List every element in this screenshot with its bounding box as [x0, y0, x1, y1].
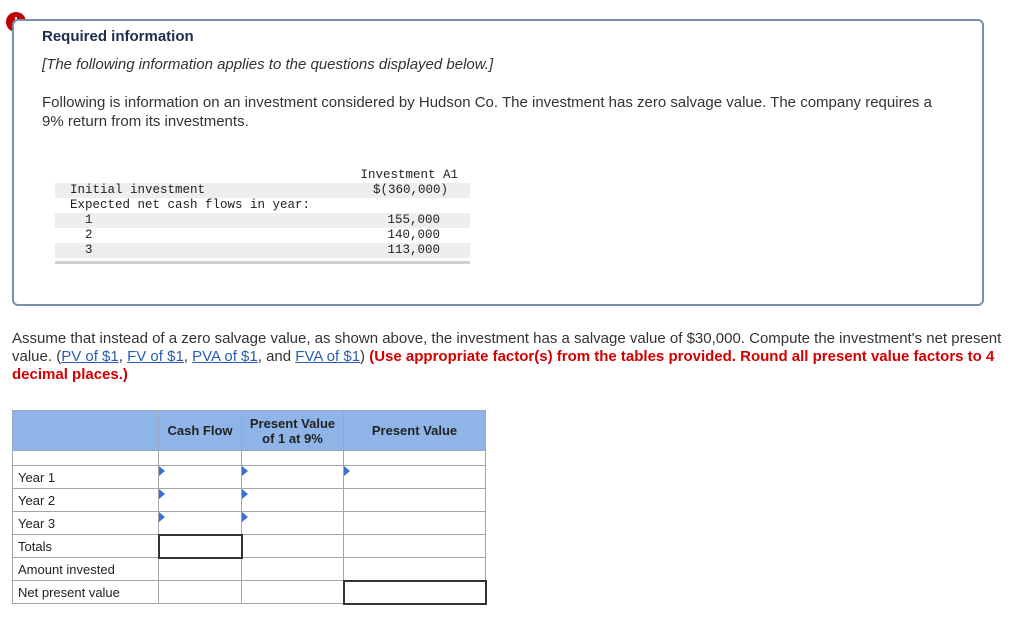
- present-value-input-year-2[interactable]: [344, 489, 486, 512]
- input-marker-icon: [242, 466, 248, 476]
- pv-of-1-link[interactable]: PV of $1: [61, 348, 119, 365]
- pv-factor-header-line1: Present Value: [249, 415, 336, 431]
- row-label-amount-invested: Amount invested: [13, 558, 159, 581]
- cash-flow-total-input[interactable]: [159, 535, 242, 558]
- row-label-totals: Totals: [13, 535, 159, 558]
- amount-invested-input[interactable]: [344, 558, 486, 581]
- amount-invested-blank: [159, 558, 242, 581]
- investment-data-table: [55, 168, 470, 264]
- year-cash-flow: 140,000: [387, 228, 440, 242]
- year-number: 3: [85, 243, 93, 257]
- row-label-year-1: Year 1: [13, 466, 159, 489]
- pv-factor-header-line2: of 1 at 9%: [262, 430, 323, 446]
- column-header: Investment A1: [360, 168, 458, 182]
- present-value-input-year-1[interactable]: [344, 466, 486, 489]
- cash-flow-input-year-1[interactable]: [159, 466, 242, 489]
- pv-factor-total-blank: [242, 535, 344, 558]
- present-value-input-year-3[interactable]: [344, 512, 486, 535]
- question-instruction: (Use appropriate factor(s) from the tables provided. Round all present value factors to 4 decimal places.): [12, 348, 995, 383]
- input-marker-icon: [159, 466, 165, 476]
- input-marker-icon: [242, 489, 248, 499]
- year-cash-flow: 155,000: [387, 213, 440, 227]
- link-separator: ,: [183, 348, 193, 365]
- cash-flow-header: Cash Flow: [159, 411, 242, 451]
- year-number: 2: [85, 228, 93, 242]
- info-title: Required information: [42, 28, 194, 45]
- fva-of-1-link[interactable]: FVA of $1: [295, 348, 361, 365]
- year-cash-flow: 113,000: [387, 243, 440, 257]
- cash-flow-input-year-3[interactable]: [159, 512, 242, 535]
- link-separator: ,: [118, 348, 128, 365]
- present-value-total-input[interactable]: [344, 535, 486, 558]
- cash-flows-label: Expected net cash flows in year:: [70, 198, 311, 212]
- row-label-year-3: Year 3: [13, 512, 159, 535]
- fv-of-1-link[interactable]: FV of $1: [127, 348, 184, 365]
- question-text: [12, 330, 1002, 384]
- pv-factor-input-year-1[interactable]: [242, 466, 344, 489]
- info-note: [The following information applies to the questions displayed below.]: [42, 56, 494, 73]
- input-marker-icon: [344, 466, 350, 476]
- pva-of-1-link[interactable]: PVA of $1: [192, 348, 258, 365]
- present-value-header: Present Value: [344, 411, 486, 451]
- npv-worksheet: [12, 410, 487, 605]
- blank-header: [13, 411, 159, 451]
- pv-factor-input-year-3[interactable]: [242, 512, 344, 535]
- row-label-net-present-value: Net present value: [13, 581, 159, 604]
- question-intro: Assume that instead of a zero salvage value, as shown above, the investment has a salvage value of $30,000. Compute the investment's net present value. (: [12, 330, 1002, 365]
- info-description: Following is information on an investment considered by Hudson Co. The investment has zero salvage value. The company requires a 9% return from its investments.: [42, 94, 932, 130]
- question-close: ): [360, 348, 370, 365]
- link-separator: , and: [257, 348, 296, 365]
- row-label-year-2: Year 2: [13, 489, 159, 512]
- input-marker-icon: [242, 512, 248, 522]
- input-marker-icon: [159, 489, 165, 499]
- npv-blank: [159, 581, 242, 604]
- table-divider: [55, 261, 470, 264]
- amount-invested-blank: [242, 558, 344, 581]
- net-present-value-input[interactable]: [344, 581, 486, 604]
- initial-investment-label: Initial investment: [70, 183, 206, 197]
- pv-factor-input-year-2[interactable]: [242, 489, 344, 512]
- input-marker-icon: [159, 512, 165, 522]
- npv-blank: [242, 581, 344, 604]
- initial-investment-value: $(360,000): [372, 183, 448, 197]
- pv-factor-header: [242, 411, 344, 451]
- cash-flow-input-year-2[interactable]: [159, 489, 242, 512]
- year-number: 1: [85, 213, 93, 227]
